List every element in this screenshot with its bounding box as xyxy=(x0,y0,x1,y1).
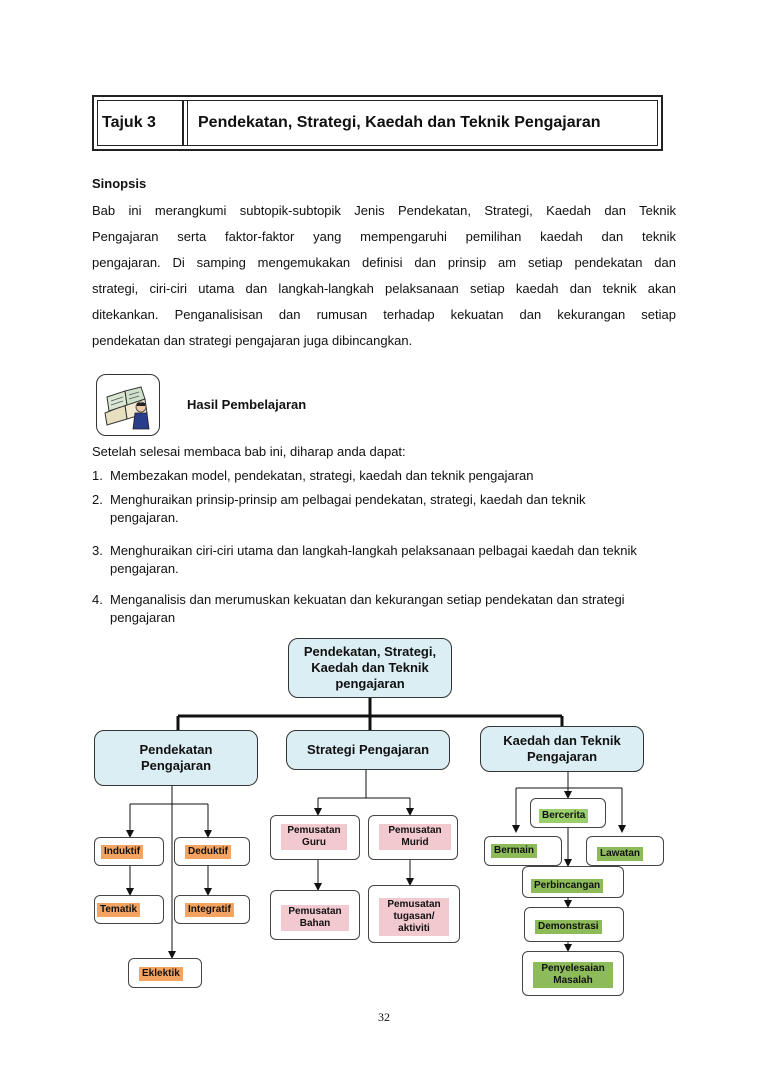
leaf-box xyxy=(368,885,460,943)
leaf-box xyxy=(174,837,250,866)
leaf-box xyxy=(586,836,664,866)
sinopsis-line: Bab ini merangkumi subtopik-subtopik Jenis Pendekatan, Strategi, Kaedah dan Teknik xyxy=(92,203,676,218)
leaf-box xyxy=(524,907,624,942)
leaf-label: Penyelesaian Masalah xyxy=(533,962,613,988)
outcomes-intro: Setelah selesai membaca bab ini, diharap anda dapat: xyxy=(92,444,406,459)
leaf-label: Bercerita xyxy=(539,809,588,823)
leaf-box xyxy=(128,958,202,988)
leaf-label: Tematik xyxy=(97,903,140,917)
sinopsis-line: strategi, ciri-ciri utama dan langkah-langkah pelaksanaan setiap kaedah dan teknik akan xyxy=(92,281,676,296)
strategi-node: Strategi Pengajaran xyxy=(286,730,450,770)
leaf-label: Eklektik xyxy=(139,967,183,981)
leaf-label: Pemusatan Bahan xyxy=(281,905,349,931)
chapter-title: Pendekatan, Strategi, Kaedah dan Teknik Pengajaran xyxy=(187,101,657,145)
leaf-box xyxy=(522,866,624,898)
sinopsis-line: pendekatan dan strategi pengajaran juga dibincangkan. xyxy=(92,333,413,348)
leaf-label: Pemusatan Guru xyxy=(281,824,347,850)
kaedah-node: Kaedah dan Teknik Pengajaran xyxy=(480,726,644,772)
leaf-box xyxy=(270,890,360,940)
leaf-label: Deduktif xyxy=(185,845,231,859)
sinopsis-line: Pengajaran serta faktor-faktor yang mempengaruhi pemilihan kaedah dan teknik xyxy=(92,229,676,244)
leaf-box xyxy=(270,815,360,860)
page-number: 32 xyxy=(378,1010,390,1024)
outcomes-heading: Hasil Pembelajaran xyxy=(187,397,307,412)
list-item: 3. Menghuraikan ciri-ciri utama dan langkah-langkah pelaksanaan pelbagai kaedah dan teknik pengajaran. xyxy=(92,543,637,576)
leaf-label: Pemusatan Murid xyxy=(379,824,451,850)
leaf-box xyxy=(174,895,250,924)
sinopsis-line: ditekankan. Penganalisisan dan rumusan terhadap kekuatan dan kekurangan setiap xyxy=(92,307,676,322)
leaf-label: Integratif xyxy=(185,903,234,917)
leaf-label: Induktif xyxy=(101,845,143,859)
leaf-label: Bermain xyxy=(491,844,537,858)
pendekatan-node: Pendekatan Pengajaran xyxy=(94,730,258,786)
sinopsis-heading: Sinopsis xyxy=(92,176,147,191)
leaf-label: Demonstrasi xyxy=(535,920,602,934)
leaf-box xyxy=(530,798,606,828)
diagram-root-node: Pendekatan, Strategi, Kaedah dan Teknik pengajaran xyxy=(288,638,452,698)
leaf-box xyxy=(522,951,624,996)
list-item: 4. Menganalisis dan merumuskan kekuatan dan kekurangan setiap pendekatan dan strategi pengajaran xyxy=(92,592,625,625)
sinopsis-line: pengajaran. Di samping mengemukakan definisi dan prinsip am setiap pendekatan dan xyxy=(92,255,676,270)
leaf-label: Perbincangan xyxy=(531,879,603,893)
chapter-label: Tajuk 3 xyxy=(98,101,184,145)
leaf-box xyxy=(368,815,458,860)
list-item: 1. Membezakan model, pendekatan, strategi, kaedah dan teknik pengajaran xyxy=(92,468,534,483)
leaf-box xyxy=(94,895,164,924)
leaf-box xyxy=(484,836,562,866)
leaf-box xyxy=(94,837,164,866)
leaf-label: Pemusatan tugasan/ aktiviti xyxy=(379,898,449,936)
leaf-label: Lawatan xyxy=(597,847,643,861)
list-item: 2. Menghuraikan prinsip-prinsip am pelbagai pendekatan, strategi, kaedah dan teknik pengajaran. xyxy=(92,492,586,525)
